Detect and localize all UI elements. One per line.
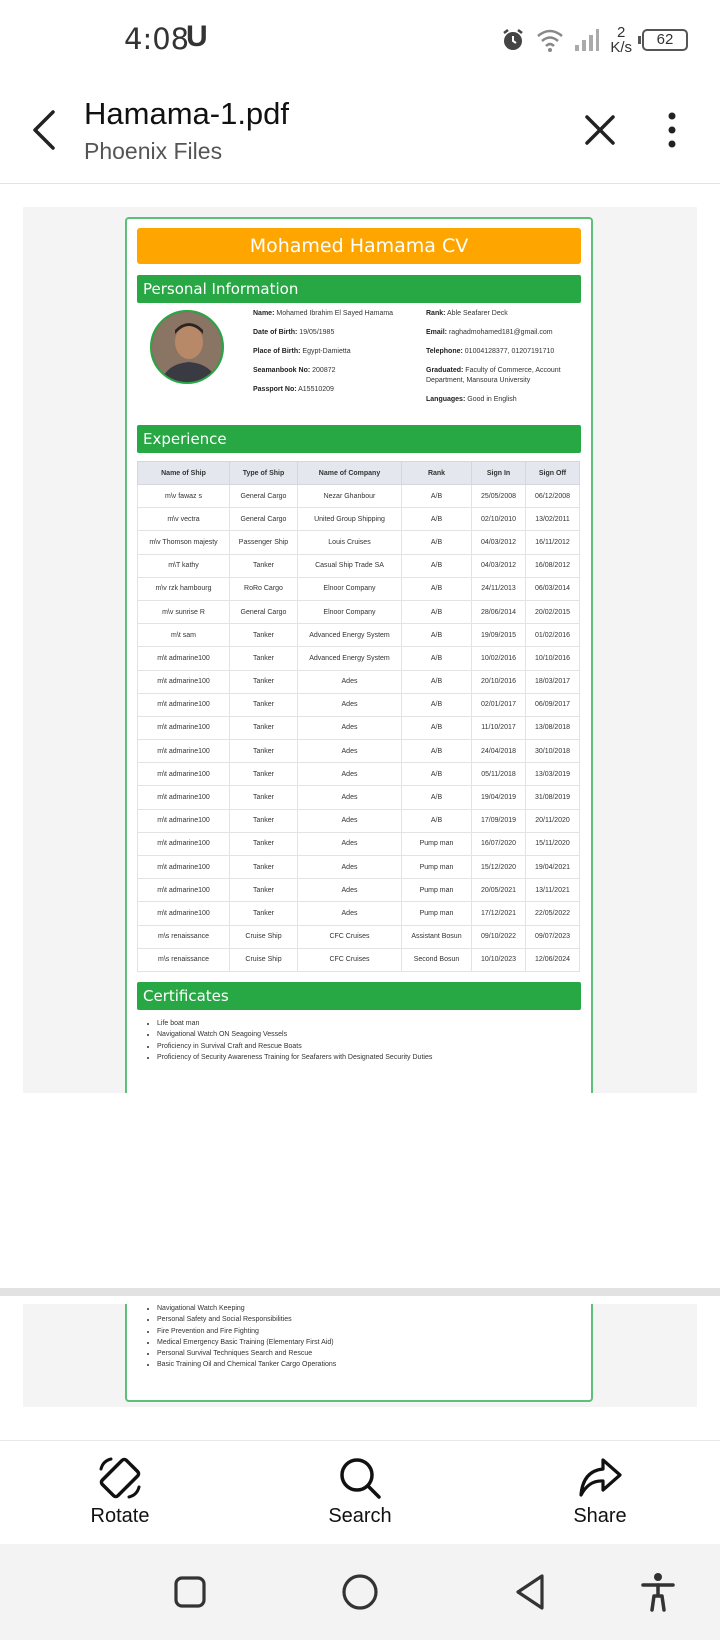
experience-column-header: Sign Off (526, 462, 580, 485)
table-cell: Tanker (230, 647, 298, 670)
table-row (138, 577, 580, 600)
network-speed-unit: K/s (610, 39, 632, 56)
network-speed-value: 2 (616, 24, 626, 41)
table-cell: Advanced Energy System (298, 624, 402, 647)
seamanbook-value: 200872 (312, 367, 336, 374)
dob-label: Date of Birth: (253, 329, 298, 336)
cv-document (125, 217, 593, 1093)
table-cell: 17/12/2021 (472, 902, 526, 925)
certificate-item: • Basic Training Oil and Chemical Tanker Cargo Operations (157, 1359, 336, 1370)
passport-label: Passport No: (253, 386, 297, 393)
telephone-label: Telephone: (426, 348, 463, 355)
table-cell: Tanker (230, 856, 298, 879)
table-cell: 11/10/2017 (472, 716, 526, 739)
certificate-item: • Medical Emergency Basic Training (Elementary First Aid) (157, 1337, 336, 1348)
table-cell: m\t admarine100 (138, 647, 230, 670)
accessibility-button[interactable] (634, 1568, 682, 1616)
table-cell: General Cargo (230, 600, 298, 623)
personal-info-right (426, 309, 584, 414)
table-row (138, 716, 580, 739)
table-cell: 30/10/2018 (526, 740, 580, 763)
certificate-item: • Proficiency in Survival Craft and Rescue Boats (157, 1041, 581, 1052)
table-cell: 25/05/2008 (472, 485, 526, 508)
certificate-item: • Fire Prevention and Fire Fighting (157, 1326, 336, 1337)
table-cell: Tanker (230, 740, 298, 763)
email-value: raghadmohamed181@gmail.com (448, 329, 553, 336)
email-row (426, 328, 584, 338)
table-cell: m\t admarine100 (138, 902, 230, 925)
table-cell: m\t admarine100 (138, 786, 230, 809)
table-cell: Tanker (230, 693, 298, 716)
table-cell: Tanker (230, 554, 298, 577)
table-cell: m\t admarine100 (138, 740, 230, 763)
experience-column-header: Name of Company (298, 462, 402, 485)
rotate-icon (97, 1455, 143, 1501)
cv-document-continued (125, 1304, 593, 1402)
table-cell: Ades (298, 879, 402, 902)
table-cell: A/B (402, 763, 472, 786)
certificate-item: • Navigational Watch Keeping (157, 1304, 336, 1314)
table-cell: 17/09/2019 (472, 809, 526, 832)
table-row (138, 948, 580, 971)
close-button[interactable] (576, 104, 624, 156)
table-cell: 09/07/2023 (526, 925, 580, 948)
table-cell: 04/03/2012 (472, 554, 526, 577)
table-cell: 22/05/2022 (526, 902, 580, 925)
table-cell: m\t admarine100 (138, 716, 230, 739)
personal-info-heading: Personal Information (137, 275, 581, 303)
table-cell: 16/07/2020 (472, 832, 526, 855)
table-cell: m\v rzk hambourg (138, 577, 230, 600)
passport-value: A15510209 (298, 386, 334, 393)
pdf-page-2 (23, 1304, 697, 1407)
rotate-button[interactable] (50, 1455, 190, 1537)
table-cell: m\t admarine100 (138, 879, 230, 902)
table-row (138, 600, 580, 623)
share-label: Share (573, 1505, 627, 1527)
table-cell: m\s renaissance (138, 948, 230, 971)
table-cell: A/B (402, 809, 472, 832)
status-time: 4:08 (124, 22, 190, 56)
file-source: Phoenix Files (84, 138, 223, 164)
nav-back-button[interactable] (506, 1568, 554, 1616)
table-cell: Second Bosun (402, 948, 472, 971)
system-nav-bar (0, 1544, 720, 1640)
table-cell: 19/04/2019 (472, 786, 526, 809)
table-cell: Tanker (230, 879, 298, 902)
pdf-page-1 (23, 207, 697, 1093)
table-cell: 19/09/2015 (472, 624, 526, 647)
table-cell: 13/11/2021 (526, 879, 580, 902)
languages-row (426, 395, 584, 405)
table-cell: m\t admarine100 (138, 832, 230, 855)
table-cell: 10/02/2016 (472, 647, 526, 670)
search-button[interactable] (290, 1455, 430, 1537)
table-cell: A/B (402, 531, 472, 554)
table-cell: A/B (402, 647, 472, 670)
table-cell: Ades (298, 832, 402, 855)
certificate-item: • Personal Survival Techniques Search and Rescue (157, 1348, 336, 1359)
table-row (138, 763, 580, 786)
table-cell: 01/02/2016 (526, 624, 580, 647)
rank-label: Rank: (426, 310, 446, 317)
name-value: Mohamed Ibrahim El Sayed Hamama (276, 310, 394, 317)
table-cell: 06/09/2017 (526, 693, 580, 716)
table-row (138, 554, 580, 577)
table-cell: m\t admarine100 (138, 809, 230, 832)
table-cell: Tanker (230, 786, 298, 809)
table-cell: 24/11/2013 (472, 577, 526, 600)
table-cell: A/B (402, 716, 472, 739)
close-icon (583, 113, 617, 147)
table-cell: Nezar Ghanbour (298, 485, 402, 508)
table-cell: Elnoor Company (298, 600, 402, 623)
table-cell: m\t admarine100 (138, 693, 230, 716)
table-cell: Advanced Energy System (298, 647, 402, 670)
more-options-button[interactable] (652, 104, 692, 156)
table-row (138, 786, 580, 809)
table-cell: 02/10/2010 (472, 508, 526, 531)
table-cell: 13/03/2019 (526, 763, 580, 786)
table-cell: A/B (402, 485, 472, 508)
table-cell: Ades (298, 693, 402, 716)
page-separator (0, 1288, 720, 1296)
telephone-row (426, 347, 584, 357)
share-icon (577, 1455, 623, 1501)
table-cell: General Cargo (230, 485, 298, 508)
signal-icon (574, 28, 600, 52)
telephone-value: 01004128377, 01207191710 (464, 348, 555, 355)
table-cell: 10/10/2016 (526, 647, 580, 670)
pob-value: Egypt-Damietta (302, 348, 351, 355)
experience-column-header: Rank (402, 462, 472, 485)
table-cell: Tanker (230, 809, 298, 832)
seamanbook-label: Seamanbook No: (253, 367, 311, 374)
table-row (138, 809, 580, 832)
certificate-item: • Proficiency of Security Awareness Training for Seafarers with Designated Security Duties (157, 1052, 581, 1063)
table-row (138, 832, 580, 855)
profile-photo (150, 310, 224, 384)
search-label: Search (328, 1505, 392, 1527)
table-cell: A/B (402, 693, 472, 716)
languages-label: Languages: (426, 396, 466, 403)
certificates-list-continued (137, 1304, 336, 1371)
email-label: Email: (426, 329, 448, 336)
search-icon (337, 1455, 383, 1501)
table-cell: Louis Cruises (298, 531, 402, 554)
table-cell: 09/10/2022 (472, 925, 526, 948)
accessibility-icon (640, 1572, 676, 1612)
table-cell: 04/03/2012 (472, 531, 526, 554)
table-cell: 10/10/2023 (472, 948, 526, 971)
table-cell: A/B (402, 624, 472, 647)
table-cell: Tanker (230, 670, 298, 693)
personal-info-left (253, 309, 403, 404)
table-cell: Ades (298, 902, 402, 925)
table-row (138, 647, 580, 670)
file-title: Hamama-1.pdf (84, 96, 290, 131)
table-cell: m\T kathy (138, 554, 230, 577)
table-cell: m\v vectra (138, 508, 230, 531)
name-row (253, 309, 403, 319)
name-label: Name: (253, 310, 275, 317)
personal-info-section (137, 303, 581, 425)
recents-button[interactable] (166, 1568, 214, 1616)
status-bar (0, 0, 720, 80)
rotate-label: Rotate (90, 1505, 150, 1527)
table-cell: Ades (298, 786, 402, 809)
table-cell: United Group Shipping (298, 508, 402, 531)
table-cell: A/B (402, 600, 472, 623)
table-cell: Tanker (230, 832, 298, 855)
table-cell: A/B (402, 740, 472, 763)
pob-row (253, 347, 403, 357)
wifi-icon (536, 27, 564, 53)
table-cell: Ades (298, 740, 402, 763)
network-speed (610, 25, 632, 55)
table-row (138, 670, 580, 693)
pdf-viewer[interactable] (0, 185, 720, 1440)
table-cell: m\t admarine100 (138, 856, 230, 879)
table-cell: Tanker (230, 624, 298, 647)
more-vert-icon (667, 111, 677, 149)
table-cell: Pump man (402, 832, 472, 855)
table-cell: CFC Cruises (298, 948, 402, 971)
experience-table-body (138, 485, 580, 972)
table-cell: 28/06/2014 (472, 600, 526, 623)
back-button[interactable] (18, 102, 70, 158)
table-cell: Ades (298, 716, 402, 739)
table-row (138, 531, 580, 554)
table-cell: Cruise Ship (230, 925, 298, 948)
table-cell: 16/11/2012 (526, 531, 580, 554)
dob-row (253, 328, 403, 338)
table-cell: Pump man (402, 902, 472, 925)
table-cell: 20/02/2015 (526, 600, 580, 623)
status-icons (500, 22, 688, 58)
table-cell: 12/06/2024 (526, 948, 580, 971)
app-bar (0, 80, 720, 184)
table-cell: 20/05/2021 (472, 879, 526, 902)
table-cell: A/B (402, 670, 472, 693)
experience-column-header: Type of Ship (230, 462, 298, 485)
rank-row (426, 309, 584, 319)
table-row (138, 508, 580, 531)
graduated-value: Faculty of Commerce, Account Department, Mansoura University (426, 367, 561, 384)
table-cell: 06/03/2014 (526, 577, 580, 600)
table-cell: Ades (298, 809, 402, 832)
table-cell: General Cargo (230, 508, 298, 531)
table-cell: Ades (298, 670, 402, 693)
table-cell: Ades (298, 856, 402, 879)
table-cell: Casual Ship Trade SA (298, 554, 402, 577)
table-cell: Passenger Ship (230, 531, 298, 554)
certificates-heading: Certificates (137, 982, 581, 1010)
table-cell: 13/08/2018 (526, 716, 580, 739)
experience-column-header: Name of Ship (138, 462, 230, 485)
table-cell: 19/04/2021 (526, 856, 580, 879)
table-row (138, 740, 580, 763)
languages-value: Good in English (467, 396, 517, 403)
certificate-item: • Navigational Watch ON Seagoing Vessels (157, 1029, 581, 1040)
square-icon (173, 1575, 207, 1609)
table-cell: CFC Cruises (298, 925, 402, 948)
table-cell: Pump man (402, 856, 472, 879)
table-cell: m\v sunrise R (138, 600, 230, 623)
table-cell: m\t admarine100 (138, 670, 230, 693)
table-cell: m\t sam (138, 624, 230, 647)
table-cell: 24/04/2018 (472, 740, 526, 763)
table-cell: 05/11/2018 (472, 763, 526, 786)
carrier-icon: U (186, 20, 208, 53)
battery-indicator: 62 (642, 29, 688, 51)
seamanbook-row (253, 366, 403, 376)
table-row (138, 902, 580, 925)
certificates-list (137, 1018, 581, 1063)
cv-title: Mohamed Hamama CV (137, 228, 581, 264)
bottom-toolbar (0, 1440, 720, 1544)
table-cell: A/B (402, 577, 472, 600)
table-cell: 13/02/2011 (526, 508, 580, 531)
graduated-row (426, 366, 584, 386)
experience-header-row (138, 462, 580, 485)
table-cell: Tanker (230, 763, 298, 786)
table-cell: 20/11/2020 (526, 809, 580, 832)
profile-photo-image (152, 312, 224, 384)
table-row (138, 856, 580, 879)
alarm-icon (500, 27, 526, 53)
table-cell: 20/10/2016 (472, 670, 526, 693)
table-row (138, 693, 580, 716)
dob-value: 19/05/1985 (299, 329, 335, 336)
graduated-label: Graduated: (426, 367, 464, 374)
experience-column-header: Sign In (472, 462, 526, 485)
table-cell: Pump man (402, 879, 472, 902)
rank-value: Able Seafarer Deck (447, 310, 508, 317)
back-arrow-icon (29, 109, 59, 151)
table-cell: m\v Thomson majesty (138, 531, 230, 554)
table-row (138, 925, 580, 948)
share-button[interactable] (530, 1455, 670, 1537)
table-cell: Cruise Ship (230, 948, 298, 971)
table-cell: 15/11/2020 (526, 832, 580, 855)
table-cell: Tanker (230, 902, 298, 925)
table-cell: Assistant Bosun (402, 925, 472, 948)
table-cell: RoRo Cargo (230, 577, 298, 600)
table-cell: m\t admarine100 (138, 763, 230, 786)
passport-row (253, 385, 403, 395)
table-row (138, 485, 580, 508)
table-cell: Elnoor Company (298, 577, 402, 600)
pob-label: Place of Birth: (253, 348, 301, 355)
certificate-item: • Personal Safety and Social Responsibilities (157, 1314, 336, 1325)
table-cell: 06/12/2008 (526, 485, 580, 508)
table-cell: Tanker (230, 716, 298, 739)
table-cell: A/B (402, 508, 472, 531)
home-button[interactable] (336, 1568, 384, 1616)
table-cell: A/B (402, 554, 472, 577)
certificate-item: • Life boat man (157, 1018, 581, 1029)
triangle-back-icon (512, 1572, 548, 1612)
table-cell: m\v fawaz s (138, 485, 230, 508)
table-cell: 15/12/2020 (472, 856, 526, 879)
table-cell: 18/03/2017 (526, 670, 580, 693)
circle-icon (340, 1572, 380, 1612)
table-cell: m\s renaissance (138, 925, 230, 948)
table-cell: A/B (402, 786, 472, 809)
experience-heading: Experience (137, 425, 581, 453)
experience-table (137, 461, 580, 972)
table-row (138, 879, 580, 902)
table-cell: 31/08/2019 (526, 786, 580, 809)
table-row (138, 624, 580, 647)
table-cell: 02/01/2017 (472, 693, 526, 716)
table-cell: Ades (298, 763, 402, 786)
table-cell: 16/08/2012 (526, 554, 580, 577)
